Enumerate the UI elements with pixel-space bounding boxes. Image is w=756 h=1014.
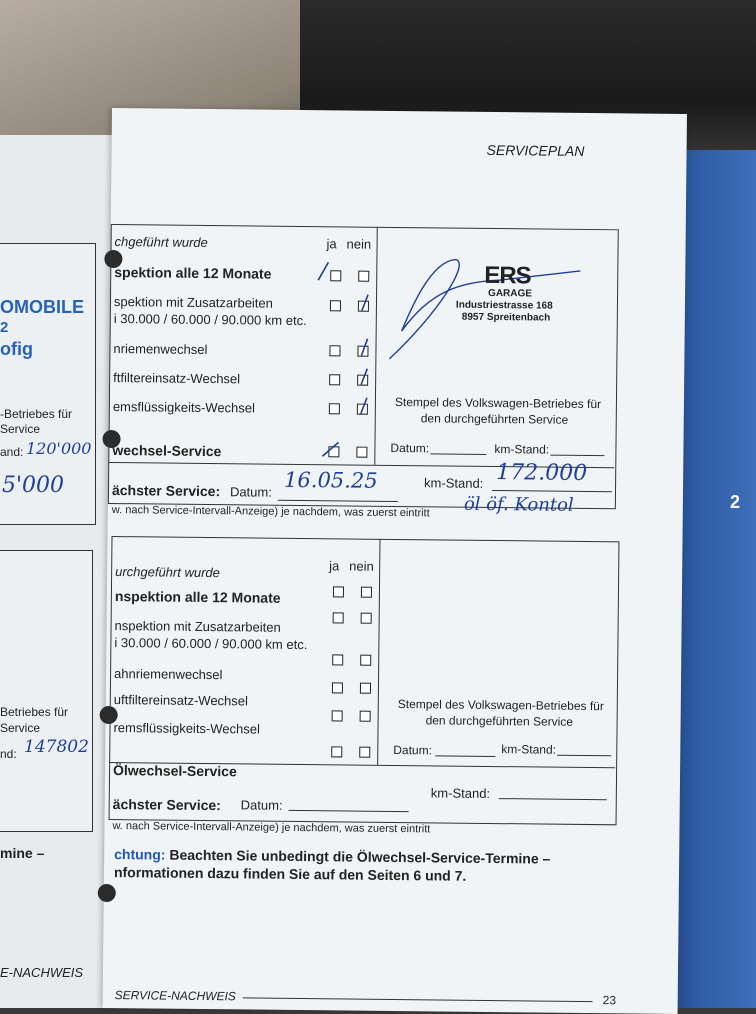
left-mine: mine – [0, 845, 45, 861]
checkbox-ja[interactable] [332, 654, 343, 665]
handwritten-note: öl öf. Kontol [463, 493, 574, 516]
interval-note: w. nach Service-Intervall-Anzeige) je nachdem, was zuerst eintritt [112, 820, 431, 836]
next-date-value: 16.05.25 [283, 467, 378, 493]
next-service-label: ächster Service: [112, 796, 221, 814]
stamp-garage: GARAGE [488, 287, 533, 300]
stamp-caption-2: den durchgeführten Service [420, 411, 569, 427]
garage-stamp [448, 262, 579, 333]
interval-note: w. nach Service-Intervall-Anzeige) je nachdem, was zuerst eintritt [111, 504, 430, 520]
checkbox-ja[interactable] [332, 682, 343, 693]
stamp-city: 8957 Spreitenbach [461, 311, 551, 324]
item-brake-fluid: remsflüssigkeits-Wechsel [113, 720, 261, 737]
warning-text-1: Beachten Sie unbedingt die Ölwechsel-Service-Termine – [169, 846, 551, 867]
item-inspection-extra: spektion mit Zusatzarbeiten [113, 294, 274, 311]
next-km-label: km-Stand: [424, 475, 484, 491]
page-number: 23 [602, 993, 617, 1008]
binder-tab-number: 2 [730, 492, 741, 512]
item-inspection: spektion alle 12 Monate [114, 264, 272, 282]
km-label: km-Stand: [501, 742, 557, 757]
next-km-label: km-Stand: [430, 785, 491, 801]
ja-label: ja [329, 558, 340, 574]
checkbox-nein[interactable] [360, 683, 371, 694]
next-date-label: Datum: [229, 484, 272, 500]
stamp-caption-1: Stempel des Volkswagen-Betriebes für [394, 394, 602, 412]
brand-line-3: ofig [0, 339, 33, 359]
date-label: Datum: [390, 440, 430, 456]
left-stand-value: 120'000 [26, 439, 92, 458]
service-plan-page [103, 108, 687, 1014]
stamp-caption-2: den durchgeführten Service [425, 713, 574, 729]
brand-line-2: 2 [0, 319, 9, 336]
warning-line-2: nformationen dazu finden Sie auf den Seiten 6 und 7. [113, 864, 467, 884]
left-stand-label: and: [0, 445, 24, 459]
checkbox-nein[interactable] [361, 613, 372, 624]
checkbox-nein[interactable] [360, 655, 371, 666]
item-km-intervals: i 30.000 / 60.000 / 90.000 km etc. [114, 635, 308, 653]
stamp-caption-1: Stempel des Volkswagen-Betriebes für [397, 697, 604, 714]
performed-label: urchgeführt wurde [115, 564, 220, 581]
item-inspection-extra: nspektion mit Zusatzarbeiten [114, 618, 281, 635]
checkbox-ja[interactable] [333, 586, 344, 597]
left-betriebes: -Betriebes für [0, 407, 73, 421]
ja-label: ja [326, 236, 337, 252]
brand-line-1: OMOBILE [0, 297, 84, 317]
punch-hole [98, 884, 116, 902]
stamp-street: Industriestrasse 168 [455, 299, 553, 312]
left-service: Service [0, 422, 41, 436]
item-km-intervals: i 30.000 / 60.000 / 90.000 km etc. [113, 311, 307, 329]
checkbox-ja[interactable] [331, 746, 342, 757]
next-date-label: Datum: [240, 797, 283, 813]
checkbox-ja[interactable] [332, 710, 343, 721]
handwritten-checkmarks [108, 108, 687, 534]
left-service-2: Service [0, 721, 41, 735]
footer-label: SERVICE-NACHWEIS [114, 988, 236, 1004]
left-next-value: 5'000 [2, 473, 65, 498]
km-label: km-Stand: [494, 442, 550, 457]
left-stand2-label: nd: [0, 747, 17, 761]
item-air-filter: uftfiltereinsatz-Wechsel [113, 692, 249, 709]
nein-label: nein [346, 236, 372, 252]
left-footer: E-NACHWEIS [0, 965, 84, 980]
footer-line [243, 997, 593, 1002]
warning-label: chtung: [114, 846, 166, 863]
page-header: SERVICEPLAN [486, 141, 585, 159]
item-inspection: nspektion alle 12 Monate [114, 588, 281, 606]
left-box-2 [0, 550, 93, 832]
item-oil-service: Ölwechsel-Service [112, 762, 237, 780]
item-timing-belt: nriemenwechsel [113, 341, 208, 358]
checkbox-nein[interactable] [359, 747, 370, 758]
next-km-value: 172.000 [496, 460, 588, 486]
item-timing-belt: ahnriemenwechsel [113, 666, 223, 683]
next-service-label: ächster Service: [111, 482, 221, 500]
checkbox-nein[interactable] [360, 711, 371, 722]
left-stand2-value: 147802 [24, 737, 89, 757]
item-oil-service: wechsel-Service [112, 442, 222, 460]
nein-label: nein [349, 558, 374, 574]
checkbox-nein[interactable] [361, 587, 372, 598]
date-label: Datum: [393, 742, 433, 758]
item-brake-fluid: emsflüssigkeits-Wechsel [112, 399, 256, 416]
warning-line-1 [114, 846, 550, 867]
left-betriebes-2: Betriebes für [0, 705, 69, 719]
stamp-area-2 [377, 539, 618, 767]
performed-label: chgeführt wurde [114, 234, 208, 251]
stamp-logo: ERS [484, 261, 531, 290]
item-air-filter: ftfiltereinsatz-Wechsel [113, 370, 241, 387]
checkbox-ja[interactable] [333, 612, 344, 623]
